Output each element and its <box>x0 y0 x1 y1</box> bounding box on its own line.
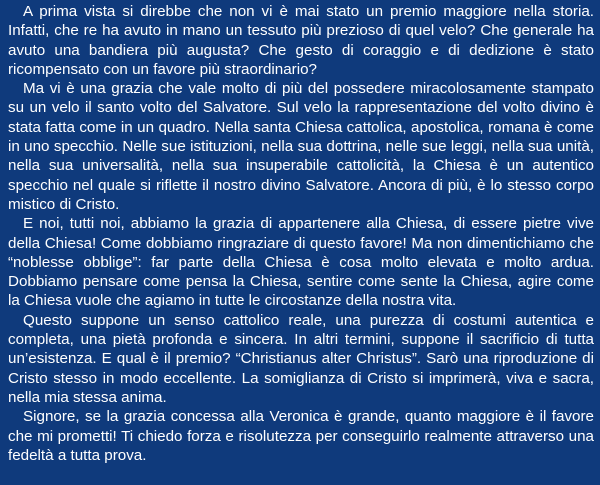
paragraph-5: Signore, se la grazia concessa alla Veronica è grande, quanto maggiore è il favore che mi prometti! Ti chiedo forza e risolutezza per conseguirlo realmente attraverso una fedeltà a tutta prova. <box>8 408 594 464</box>
paragraph-4: Questo suppone un senso cattolico reale, una purezza di costumi autentica e completa, una pietà profonda e sincera. In altri termini, suppone il sacrificio di tutta un’esistenza. E qual è il premio? “Christianus alter Christus”. Sarò una riproduzione di Cristo stesso in modo eccellente. La somiglianza di Cristo si imprimerà, viva e sacra, nella mia stessa anima. <box>8 311 594 406</box>
paragraph-2: Ma vi è una grazia che vale molto di più del possedere miracolosamente stampato su un velo il santo volto del Salvatore. Sul velo la rappresentazione del volto divino è stata fatta come in un quadro. Nella santa Chiesa cattolica, apostolica, romana è come in uno specchio. Nelle sue istituzioni, nella sua dottrina, nelle sue leggi, nella sua unità, nella sua universalità, nella sua insuperabile cattolicità, la Chiesa è un autentico specchio nel quale si riflette il nostro divino Salvatore. Ancora di più, è lo stesso corpo mistico di Cristo. <box>8 80 594 213</box>
paragraph-3: E noi, tutti noi, abbiamo la grazia di appartenere alla Chiesa, di essere pietre vive della Chiesa! Come dobbiamo ringraziare di questo favore! Ma non dimentichiamo che “noblesse obblige”: far parte della Chiesa è cosa molto elevata e molto ardua. Dobbiamo pensare come pensa la Chiesa, sentire come sente la Chiesa, agire come la Chiesa vuole che agiamo in tutte le circostanze della nostra vita. <box>8 215 594 310</box>
paragraph-1: A prima vista si direbbe che non vi è mai stato un premio maggiore nella storia. Infatti, che re ha avuto in mano un tessuto più prezioso di quel velo? Che generale ha avuto una bandiera più augusta? Che gesto di coraggio e di dedizione è stato ricompensato con un favore più straordinario? <box>8 3 594 78</box>
